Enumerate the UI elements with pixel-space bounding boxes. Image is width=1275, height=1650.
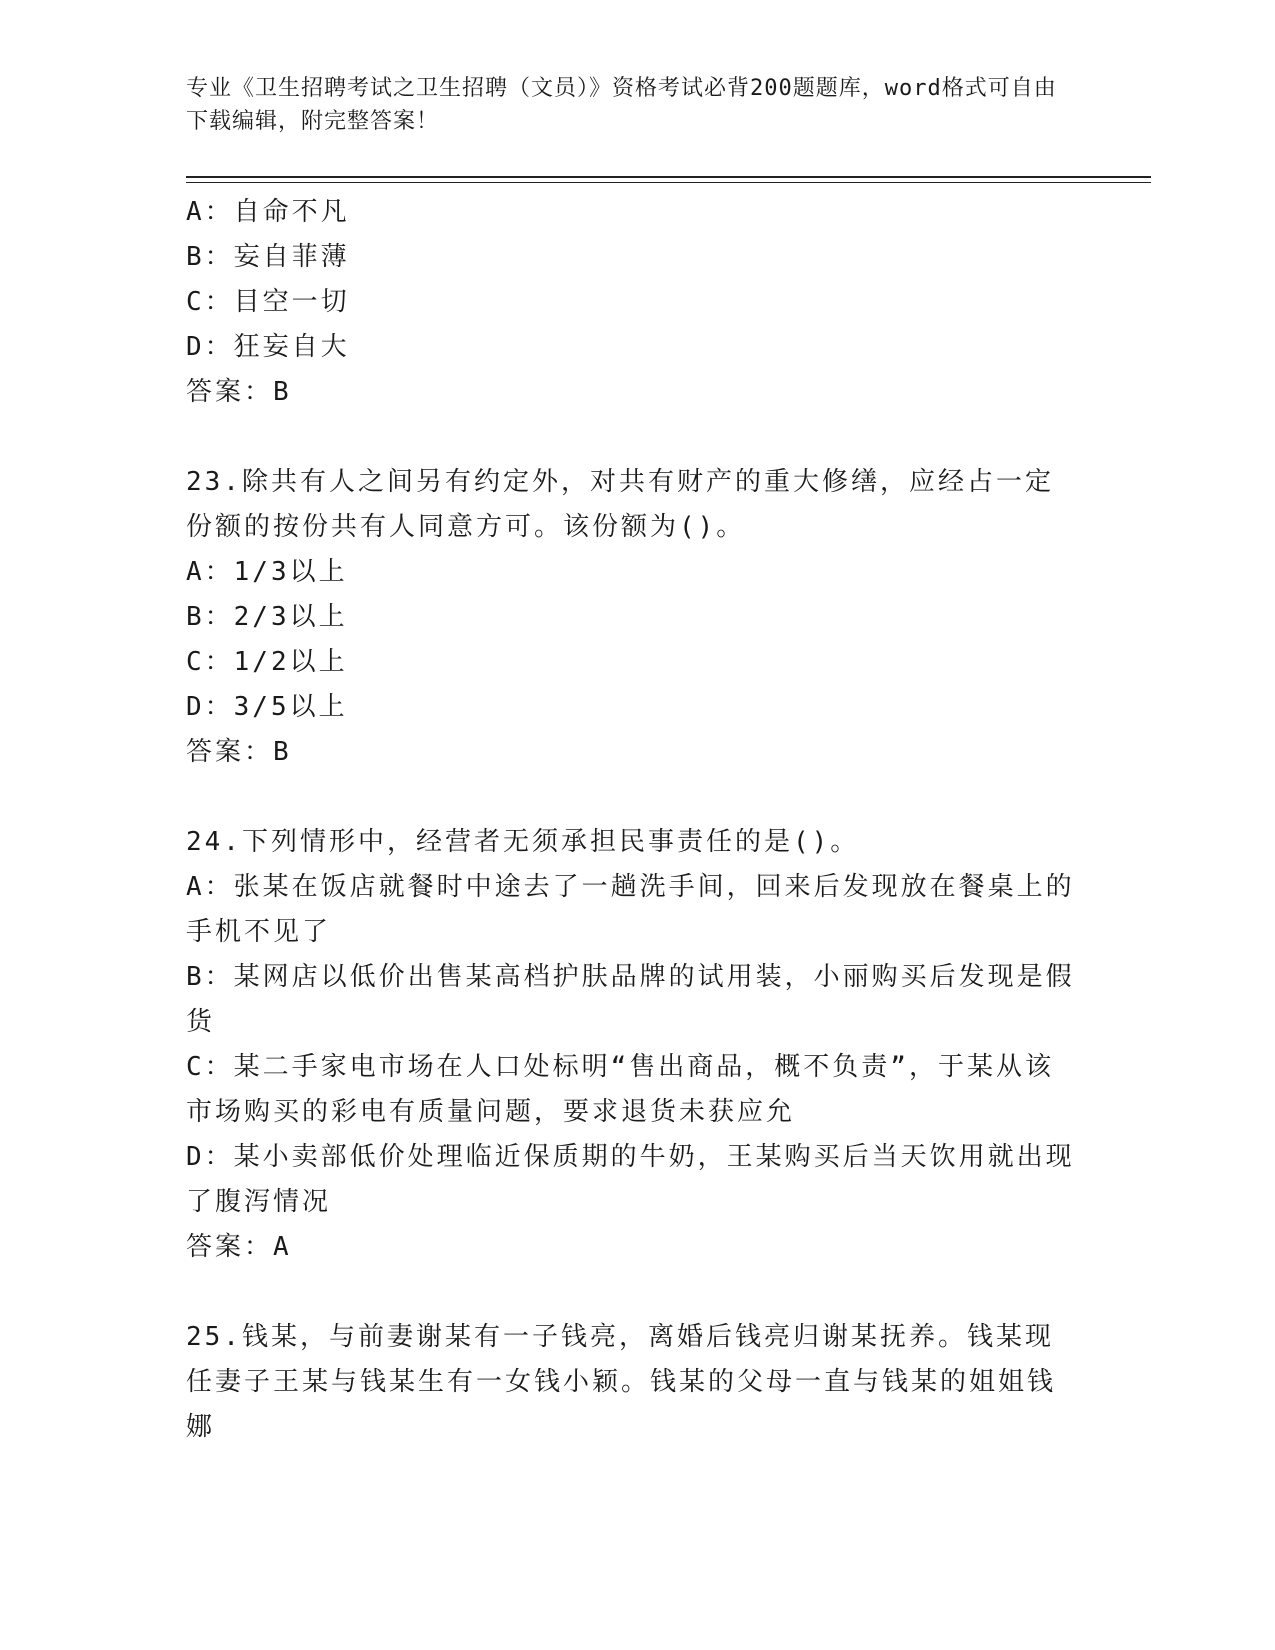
answer-line: 答案：A (186, 1232, 292, 1262)
header-divider-thin (186, 182, 1151, 183)
option-d: D：狂妄自大 (186, 332, 350, 362)
option-c: C：1/2以上 (186, 647, 348, 677)
document-header (186, 72, 1066, 138)
question-stem: 24.下列情形中，经营者无须承担民事责任的是()。 (186, 827, 860, 857)
option-b: B：2/3以上 (186, 602, 348, 632)
spacer (186, 775, 1076, 820)
header-title: 专业《卫生招聘考试之卫生招聘（文员）》资格考试必背200题题库，word格式可自由下载编辑，附完整答案！ (186, 76, 1057, 134)
option-c: C：目空一切 (186, 287, 350, 317)
spacer (186, 415, 1076, 460)
option-d: D：某小卖部低价处理临近保质期的牛奶，王某购买后当天饮用就出现了腹泻情况 (186, 1142, 1075, 1217)
option-a: A：1/3以上 (186, 557, 348, 587)
question-content (186, 190, 1076, 1450)
option-a: A：张某在饭店就餐时中途去了一趟洗手间，回来后发现放在餐桌上的手机不见了 (186, 872, 1075, 947)
question-stem: 25.钱某，与前妻谢某有一子钱亮，离婚后钱亮归谢某抚养。钱某现任妻子王某与钱某生有一女钱小颖。钱某的父母一直与钱某的姐姐钱娜 (186, 1322, 1057, 1442)
question-block-23 (186, 460, 1076, 775)
answer-line: 答案：B (186, 377, 292, 407)
option-b: B：某网店以低价出售某高档护肤品牌的试用装，小丽购买后发现是假货 (186, 962, 1075, 1037)
answer-line: 答案：B (186, 737, 292, 767)
option-d: D：3/5以上 (186, 692, 348, 722)
question-block-24 (186, 820, 1076, 1270)
spacer (186, 1270, 1076, 1315)
question-stem: 23.除共有人之间另有约定外，对共有财产的重大修缮，应经占一定份额的按份共有人同意方可。该份额为()。 (186, 467, 1054, 542)
option-b: B：妄自菲薄 (186, 242, 350, 272)
question-block-25 (186, 1315, 1076, 1450)
option-c: C：某二手家电市场在人口处标明“售出商品，概不负责”，于某从该市场购买的彩电有质量问题，要求退货未获应允 (186, 1052, 1054, 1127)
option-a: A：自命不凡 (186, 197, 350, 227)
question-block-22 (186, 190, 1076, 415)
header-divider-thick (186, 176, 1151, 178)
